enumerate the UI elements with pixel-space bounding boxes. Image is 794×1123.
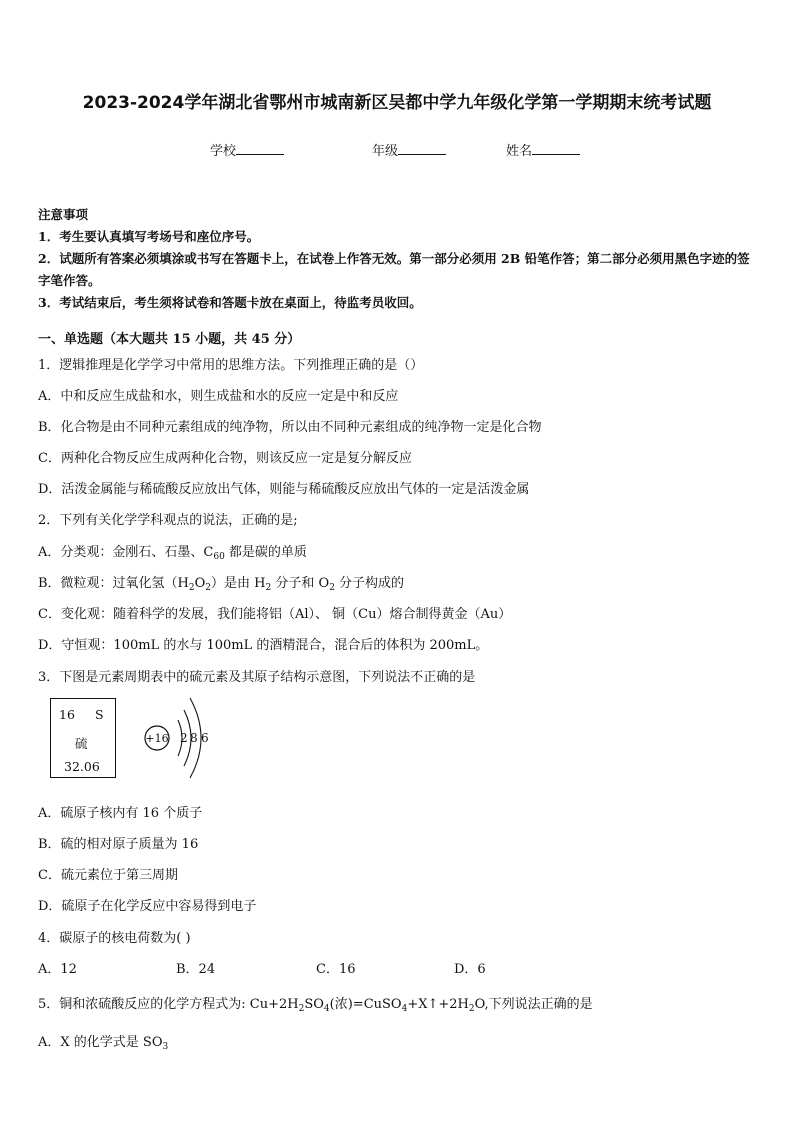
name-label: 姓名 — [506, 144, 533, 159]
stem-text: SO — [304, 997, 324, 1012]
name-field[interactable] — [506, 140, 580, 159]
element-symbol: S — [95, 707, 104, 722]
question-1-option-d[interactable]: D．活泼金属能与稀硫酸反应放出气体，则能与稀硫酸反应放出气体的一定是活泼金属 — [38, 482, 530, 497]
option-text: O — [194, 576, 206, 591]
question-5-stem — [38, 993, 593, 1012]
atomic-number: 16 — [59, 707, 75, 722]
question-2-stem: 2．下列有关化学学科观点的说法，正确的是; — [38, 513, 298, 528]
subscript: 3 — [162, 1042, 169, 1052]
option-text: 分子和 O — [271, 576, 330, 591]
subscript: 4 — [323, 1004, 330, 1014]
question-1-option-b[interactable]: B．化合物是由不同种元素组成的纯净物，所以由不同种元素组成的纯净物一定是化合物 — [38, 420, 542, 435]
subscript: 2 — [468, 1004, 475, 1014]
option-text: A．X 的化学式是 SO — [38, 1035, 163, 1050]
question-1-option-c[interactable]: C．两种化合物反应生成两种化合物，则该反应一定是复分解反应 — [38, 451, 412, 466]
subscript: 2 — [265, 583, 272, 593]
subscript: 2 — [205, 583, 212, 593]
question-1-option-a[interactable]: A．中和反应生成盐和水，则生成盐和水的反应一定是中和反应 — [38, 389, 399, 404]
atom-structure-diagram — [140, 690, 220, 785]
option-text: A．分类观：金刚石、石墨、C — [38, 545, 214, 560]
question-3-option-a[interactable]: A．硫原子核内有 16 个质子 — [38, 806, 203, 821]
note-item: 2．试题所有答案必须填涂或书写在答题卡上，在试卷上作答无效。第一部分必须用 2B 铅笔作答；第二部分必须用黑色字迹的签字笔作答。 — [38, 251, 750, 288]
stem-text: +X↑+2H — [407, 997, 469, 1012]
question-4-option-d[interactable]: D．6 — [454, 962, 486, 977]
question-3-option-c[interactable]: C．硫元素位于第三周期 — [38, 868, 178, 883]
question-2-option-a[interactable] — [38, 541, 307, 560]
question-5-option-a[interactable] — [38, 1031, 168, 1050]
grade-blank[interactable] — [398, 142, 446, 155]
shell-electrons-2: 8 — [190, 731, 198, 745]
question-4-option-b[interactable]: B．24 — [176, 962, 216, 977]
subscript: 2 — [188, 583, 195, 593]
stem-text: 5．铜和浓硫酸反应的化学方程式为: Cu+2H — [38, 997, 299, 1012]
question-4-stem: 4．碳原子的核电荷数为( ) — [38, 931, 191, 946]
nucleus-charge: +16 — [145, 732, 169, 745]
element-name: 硫 — [75, 736, 88, 751]
subscript: 4 — [401, 1004, 408, 1014]
option-text: 都是碳的单质 — [224, 545, 307, 560]
stem-text: (浓)=CuSO — [329, 997, 402, 1012]
page-title: 2023-2024学年湖北省鄂州市城南新区吴都中学九年级化学第一学期期末统考试题 — [82, 93, 712, 113]
school-field[interactable] — [210, 140, 284, 159]
grade-field[interactable] — [372, 140, 446, 159]
subscript: 2 — [298, 1004, 305, 1014]
atomic-mass: 32.06 — [64, 759, 100, 774]
option-text: ）是由 H — [211, 576, 266, 591]
question-2-option-c[interactable]: C．变化观：随着科学的发展，我们能将铝（Al）、 铜（Cu）熔合制得黄金（Au） — [38, 607, 512, 622]
question-3-option-d[interactable]: D．硫原子在化学反应中容易得到电子 — [38, 899, 257, 914]
grade-label: 年级 — [372, 144, 399, 159]
note-item: 1．考生要认真填写考场号和座位序号。 — [38, 229, 260, 244]
option-text: B．微粒观：过氧化氢（H — [38, 576, 189, 591]
question-1-stem: 1．逻辑推理是化学学习中常用的思维方法。下列推理正确的是（） — [38, 358, 424, 373]
subscript: 60 — [213, 552, 225, 562]
shell-electrons-3: 6 — [201, 731, 209, 745]
question-3-stem: 3．下图是元素周期表中的硫元素及其原子结构示意图，下列说法不正确的是 — [38, 670, 476, 685]
school-blank[interactable] — [236, 142, 284, 155]
subscript: 2 — [329, 583, 335, 593]
notes-heading: 注意事项 — [38, 207, 89, 222]
school-label: 学校 — [210, 144, 237, 159]
shell-electrons-1: 2 — [180, 731, 188, 745]
notes-section — [38, 204, 758, 314]
question-2-option-d[interactable]: D．守恒观：100mL 的水与 100mL 的酒精混合，混合后的体积为 200mL。 — [38, 638, 489, 653]
question-2-option-b[interactable] — [38, 572, 404, 591]
section-heading: 一、单选题（本大题共 15 小题，共 45 分） — [38, 332, 301, 347]
stem-text: O,下列说法正确的是 — [474, 997, 593, 1012]
question-4-option-a[interactable]: A．12 — [38, 962, 77, 977]
question-3-option-b[interactable]: B．硫的相对原子质量为 16 — [38, 837, 199, 852]
name-blank[interactable] — [532, 142, 580, 155]
note-item: 3．考试结束后，考生须将试卷和答题卡放在桌面上，待监考员收回。 — [38, 295, 422, 310]
question-4-option-c[interactable]: C．16 — [316, 962, 356, 977]
periodic-element-box — [50, 698, 116, 778]
option-text: 分子构成的 — [334, 576, 405, 591]
